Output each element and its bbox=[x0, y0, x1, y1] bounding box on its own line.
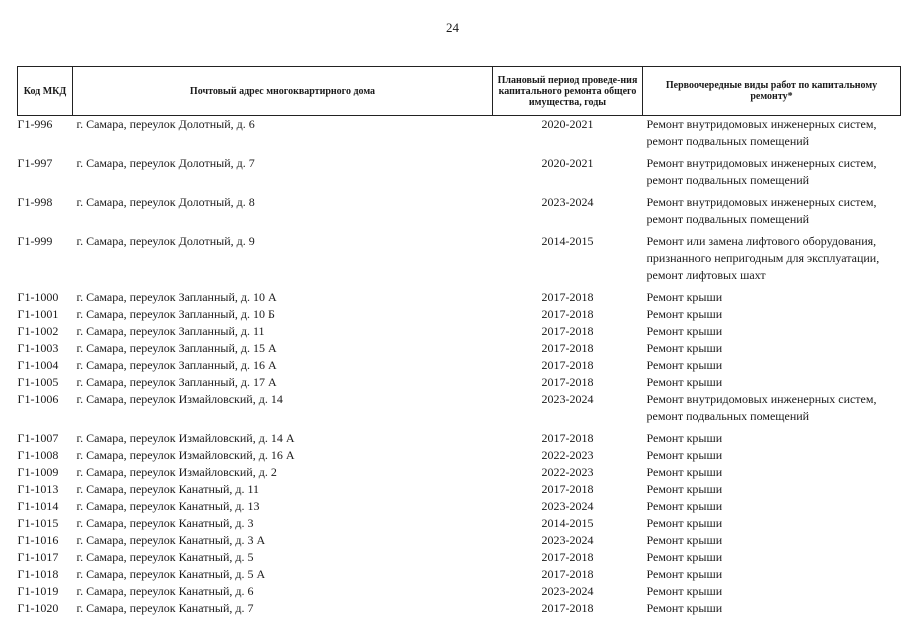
cell-code: Г1-1008 bbox=[17, 448, 59, 462]
cell-works: Ремонт крыши bbox=[646, 324, 723, 338]
cell-works: Ремонт крыши bbox=[646, 584, 723, 598]
cell-works: Ремонт внутридомовых инженерных систем, ремонт подвальных помещений bbox=[646, 156, 877, 187]
cell-code: Г1-999 bbox=[17, 234, 53, 248]
cell-address: г. Самара, переулок Канатный, д. 3 А bbox=[76, 533, 266, 547]
page-number: 24 bbox=[446, 20, 459, 35]
cell-address: г. Самара, переулок Запланный, д. 16 А bbox=[76, 358, 277, 372]
cell-code: Г1-1000 bbox=[17, 290, 59, 304]
cell-code: Г1-1005 bbox=[17, 375, 59, 389]
cell-period: 2023-2024 bbox=[541, 392, 594, 406]
table-row bbox=[18, 374, 901, 391]
table-row bbox=[18, 391, 901, 430]
cell-code: Г1-1018 bbox=[17, 567, 59, 581]
header-address: Почтовый адрес многоквартирного дома bbox=[73, 67, 493, 116]
table-row bbox=[18, 233, 901, 289]
cell-period: 2014-2015 bbox=[541, 516, 594, 530]
table-row bbox=[18, 357, 901, 374]
table-row bbox=[18, 566, 901, 583]
table-row bbox=[18, 194, 901, 233]
table-row bbox=[18, 306, 901, 323]
cell-code: Г1-1001 bbox=[17, 307, 59, 321]
cell-code: Г1-1007 bbox=[17, 431, 59, 445]
cell-address: г. Самара, переулок Долотный, д. 8 bbox=[76, 195, 255, 209]
cell-address: г. Самара, переулок Измайловский, д. 2 bbox=[76, 465, 277, 479]
cell-period: 2017-2018 bbox=[541, 290, 594, 304]
table-row bbox=[18, 481, 901, 498]
cell-code: Г1-1009 bbox=[17, 465, 59, 479]
cell-period: 2023-2024 bbox=[541, 195, 594, 209]
cell-code: Г1-1016 bbox=[17, 533, 59, 547]
cell-period: 2017-2018 bbox=[541, 358, 594, 372]
cell-works: Ремонт крыши bbox=[646, 290, 723, 304]
cell-code: Г1-1004 bbox=[17, 358, 59, 372]
cell-address: г. Самара, переулок Канатный, д. 5 А bbox=[76, 567, 266, 581]
cell-code: Г1-996 bbox=[17, 117, 53, 131]
cell-code: Г1-1020 bbox=[17, 601, 59, 615]
cell-works: Ремонт крыши bbox=[646, 465, 723, 479]
cell-address: г. Самара, переулок Запланный, д. 10 А bbox=[76, 290, 277, 304]
table-row bbox=[18, 583, 901, 600]
table-row bbox=[18, 447, 901, 464]
cell-works: Ремонт крыши bbox=[646, 499, 723, 513]
cell-address: г. Самара, переулок Запланный, д. 17 А bbox=[76, 375, 277, 389]
cell-code: Г1-1013 bbox=[17, 482, 59, 496]
table-row bbox=[18, 323, 901, 340]
cell-works: Ремонт или замена лифтового оборудования, признанного непригодным для эксплуатации, ремонт лифтовых шахт bbox=[646, 234, 880, 282]
cell-address: г. Самара, переулок Долотный, д. 6 bbox=[76, 117, 255, 131]
cell-works: Ремонт крыши bbox=[646, 567, 723, 581]
cell-works: Ремонт крыши bbox=[646, 341, 723, 355]
cell-address: г. Самара, переулок Канатный, д. 5 bbox=[76, 550, 254, 564]
cell-period: 2017-2018 bbox=[541, 341, 594, 355]
cell-address: г. Самара, переулок Канатный, д. 7 bbox=[76, 601, 254, 615]
header-code: Код МКД bbox=[18, 67, 73, 116]
header-works: Первоочередные виды работ по капитальному ремонту* bbox=[643, 67, 901, 116]
table-row bbox=[18, 549, 901, 566]
cell-address: г. Самара, переулок Запланный, д. 10 Б bbox=[76, 307, 275, 321]
cell-code: Г1-1017 bbox=[17, 550, 59, 564]
cell-works: Ремонт внутридомовых инженерных систем, ремонт подвальных помещений bbox=[646, 392, 877, 423]
table-row bbox=[18, 600, 901, 617]
table-row bbox=[18, 155, 901, 194]
cell-works: Ремонт крыши bbox=[646, 358, 723, 372]
cell-code: Г1-1015 bbox=[17, 516, 59, 530]
cell-works: Ремонт внутридомовых инженерных систем, ремонт подвальных помещений bbox=[646, 195, 877, 226]
cell-period: 2017-2018 bbox=[541, 567, 594, 581]
cell-code: Г1-1003 bbox=[17, 341, 59, 355]
cell-code: Г1-1019 bbox=[17, 584, 59, 598]
cell-address: г. Самара, переулок Канатный, д. 6 bbox=[76, 584, 254, 598]
cell-code: Г1-998 bbox=[17, 195, 53, 209]
cell-address: г. Самара, переулок Измайловский, д. 16 А bbox=[76, 448, 295, 462]
cell-period: 2017-2018 bbox=[541, 431, 594, 445]
cell-period: 2023-2024 bbox=[541, 533, 594, 547]
cell-period: 2022-2023 bbox=[541, 465, 594, 479]
cell-period: 2020-2021 bbox=[541, 117, 594, 131]
cell-period: 2017-2018 bbox=[541, 324, 594, 338]
cell-works: Ремонт крыши bbox=[646, 375, 723, 389]
cell-works: Ремонт крыши bbox=[646, 307, 723, 321]
cell-period: 2023-2024 bbox=[541, 584, 594, 598]
cell-address: г. Самара, переулок Запланный, д. 11 bbox=[76, 324, 265, 338]
cell-period: 2017-2018 bbox=[541, 375, 594, 389]
cell-code: Г1-1002 bbox=[17, 324, 59, 338]
cell-code: Г1-997 bbox=[17, 156, 53, 170]
cell-address: г. Самара, переулок Запланный, д. 15 А bbox=[76, 341, 277, 355]
cell-code: Г1-1014 bbox=[17, 499, 59, 513]
cell-period: 2017-2018 bbox=[541, 601, 594, 615]
capital-repair-table bbox=[17, 66, 901, 617]
table-row bbox=[18, 340, 901, 357]
cell-works: Ремонт внутридомовых инженерных систем, ремонт подвальных помещений bbox=[646, 117, 877, 148]
table-row bbox=[18, 430, 901, 447]
header-period: Плановый период проведе-ния капитального ремонта общего имущества, годы bbox=[493, 67, 643, 116]
cell-code: Г1-1006 bbox=[17, 392, 59, 406]
cell-address: г. Самара, переулок Канатный, д. 13 bbox=[76, 499, 260, 513]
table-row bbox=[18, 498, 901, 515]
table-row bbox=[18, 515, 901, 532]
cell-period: 2017-2018 bbox=[541, 482, 594, 496]
cell-works: Ремонт крыши bbox=[646, 431, 723, 445]
table-body bbox=[18, 116, 901, 618]
cell-works: Ремонт крыши bbox=[646, 482, 723, 496]
table-row bbox=[18, 116, 901, 156]
table-row bbox=[18, 532, 901, 549]
cell-period: 2023-2024 bbox=[541, 499, 594, 513]
table-row bbox=[18, 464, 901, 481]
cell-works: Ремонт крыши bbox=[646, 533, 723, 547]
cell-address: г. Самара, переулок Канатный, д. 11 bbox=[76, 482, 260, 496]
cell-works: Ремонт крыши bbox=[646, 601, 723, 615]
cell-address: г. Самара, переулок Долотный, д. 7 bbox=[76, 156, 255, 170]
cell-address: г. Самара, переулок Канатный, д. 3 bbox=[76, 516, 254, 530]
cell-address: г. Самара, переулок Измайловский, д. 14 bbox=[76, 392, 283, 406]
cell-period: 2020-2021 bbox=[541, 156, 594, 170]
cell-address: г. Самара, переулок Измайловский, д. 14 А bbox=[76, 431, 295, 445]
cell-period: 2017-2018 bbox=[541, 550, 594, 564]
cell-works: Ремонт крыши bbox=[646, 550, 723, 564]
cell-period: 2017-2018 bbox=[541, 307, 594, 321]
cell-period: 2014-2015 bbox=[541, 234, 594, 248]
cell-address: г. Самара, переулок Долотный, д. 9 bbox=[76, 234, 255, 248]
cell-works: Ремонт крыши bbox=[646, 516, 723, 530]
table-header-row bbox=[18, 67, 901, 116]
table-row bbox=[18, 289, 901, 306]
cell-period: 2022-2023 bbox=[541, 448, 594, 462]
cell-works: Ремонт крыши bbox=[646, 448, 723, 462]
